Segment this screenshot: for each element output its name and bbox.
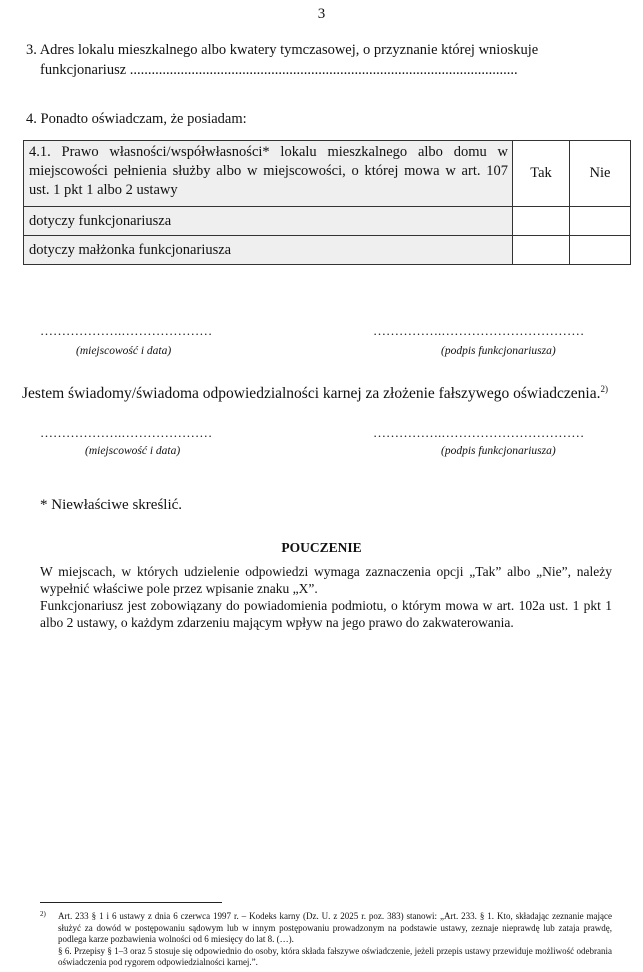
signature-caption-1: (podpis funkcjonariusza) (441, 345, 556, 357)
officer-yes-checkbox[interactable] (513, 207, 570, 236)
table-row (24, 207, 631, 236)
footnote-separator (40, 902, 222, 903)
footnote-reference: 2) (600, 384, 608, 394)
signature-field-2[interactable]: …………….…………………………… (373, 425, 585, 440)
footnote-paragraph-2: § 6. Przepisy § 1–3 oraz 5 stosuje się odpowiednio do osoby, która składa fałszywe oświadczenie, jeżeli przepis ustawy przewiduje możliwość odebrania oświadczenia pod rygorem odpowiedzialności karnej.”. (58, 945, 612, 967)
footnote (40, 911, 612, 969)
spouse-yes-checkbox[interactable] (513, 236, 570, 265)
ownership-declaration-table (23, 140, 631, 265)
awareness-text: Jestem świadomy/świadoma odpowiedzialności karnej za złożenie fałszywego oświadczenia. (22, 385, 601, 403)
strike-out-note: * Niewłaściwe skreślić. (40, 497, 183, 513)
table-row (24, 236, 631, 265)
notice-paragraph-1: W miejscach, w których udzielenie odpowiedzi wymaga zaznaczenia opcji „Tak” albo „Nie”, należy wypełnić właściwe pole przez wpisanie znaku „X”. (40, 564, 612, 596)
declaration-heading: 4. Ponadto oświadczam, że posiadam: (26, 111, 247, 127)
row-label-officer: dotyczy funkcjonariusza (24, 207, 513, 236)
column-header-yes: Tak (513, 141, 570, 207)
column-header-no: Nie (570, 141, 631, 207)
page-number: 3 (317, 6, 326, 22)
accommodation-address-item (26, 40, 611, 80)
officer-no-checkbox[interactable] (570, 207, 631, 236)
row-label-spouse: dotyczy małżonka funkcjonariusza (24, 236, 513, 265)
place-date-caption-2: (miejscowość i data) (85, 445, 181, 457)
item3-line2-dotted-field[interactable]: funkcjonariusz ........................................................................................................... (40, 62, 518, 78)
criminal-liability-statement (22, 384, 608, 403)
table-header-row (24, 141, 631, 207)
ownership-question: 4.1. Prawo własności/współwłasności* lokalu mieszkalnego albo domu w miejscowości pełnienia służby albo w miejscowości, o której mowa w art. 107 ust. 1 pkt 1 albo 2 ustawy (24, 141, 513, 207)
notice-body (40, 563, 612, 631)
place-date-field-1[interactable]: ……………….………………… (40, 323, 213, 338)
spouse-no-checkbox[interactable] (570, 236, 631, 265)
place-date-caption-1: (miejscowość i data) (76, 345, 172, 357)
footnote-paragraph-1: Art. 233 § 1 i 6 ustawy z dnia 6 czerwca 1997 r. – Kodeks karny (Dz. U. z 2025 r. poz. 383) stanowi: „Art. 233. § 1. Kto, składając zeznanie mające służyć za dowód w postępowaniu sądowym lub w innym postępowaniu prowadzonym na podstawie ustawy, zeznaje nieprawdę lub zataja prawdę, podlega karze pozbawienia wolności od 6 miesięcy do lat 8. (…). (58, 911, 612, 944)
footnote-mark: 2) (40, 910, 46, 918)
item3-line1: 3. Adres lokalu mieszkalnego albo kwatery tymczasowej, o przyznanie której wnioskuje (26, 42, 539, 58)
signature-field-1[interactable]: …………….…………………………… (373, 323, 585, 338)
signature-caption-2: (podpis funkcjonariusza) (441, 445, 556, 457)
place-date-field-2[interactable]: ……………….………………… (40, 425, 213, 440)
notice-title: POUCZENIE (281, 540, 362, 555)
notice-paragraph-2: Funkcjonariusz jest zobowiązany do powiadomienia podmiotu, o którym mowa w art. 102a ust. 1 pkt 1 albo 2 ustawy, o każdym zdarzeniu mającym wpływ na jego prawo do zakwaterowania. (40, 598, 612, 630)
